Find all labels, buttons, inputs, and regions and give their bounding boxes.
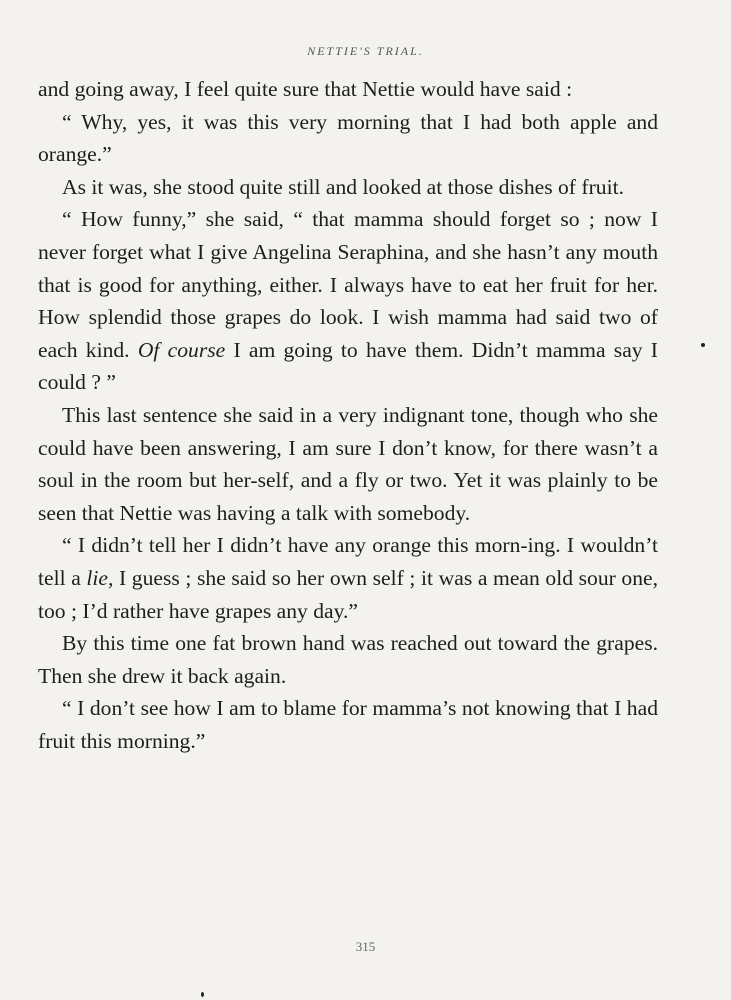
ink-speck: [701, 343, 705, 347]
paragraph-1: and going away, I feel quite sure that Nettie would have said :: [38, 77, 573, 101]
ink-speck-bottom: [201, 992, 204, 997]
paragraph-2: “ Why, yes, it was this very morning that I had both apple and orange.”: [38, 109, 658, 167]
paragraph-7: By this time one fat brown hand was reached out toward the grapes. Then she drew it back again.: [38, 631, 658, 688]
paragraph-4: “ How funny,” she said, “ that mamma should forget so ; now I never forget what I give Angelina Seraphina, and she hasn’t any mouth that is good for anything, either. I always have to eat her fruit for her. How splendid those grapes do look. I wish mamma had said two of each kind. Of course I am going to have them. Didn’t mamma say I could ? ”: [38, 207, 658, 395]
running-head: NETTIE'S TRIAL.: [307, 44, 424, 58]
italic-lie: lie,: [86, 565, 114, 590]
paragraph-5: This last sentence she said in a very indignant tone, though who she could have been answering, I am sure I don’t know, for there wasn’t a soul in the room but her-self, and a fly or two. Yet it was plainly to be seen that Nettie was having a talk with somebody.: [38, 402, 658, 525]
page-number: 315: [355, 939, 376, 954]
paragraph-3: As it was, she stood quite still and looked at those dishes of fruit.: [62, 174, 624, 199]
paragraph-6: “ I didn’t tell her I didn’t have any orange this morn-ing. I wouldn’t tell a lie, I guess ; she said so her own self ; it was a mean old sour one, too ; I’d rather have grapes any day.”: [38, 533, 658, 623]
italic-of-course: Of course: [137, 337, 226, 362]
body-text: [38, 73, 658, 757]
paragraph-8: “ I don’t see how I am to blame for mamma’s not knowing that I had fruit this morning.”: [38, 696, 658, 753]
